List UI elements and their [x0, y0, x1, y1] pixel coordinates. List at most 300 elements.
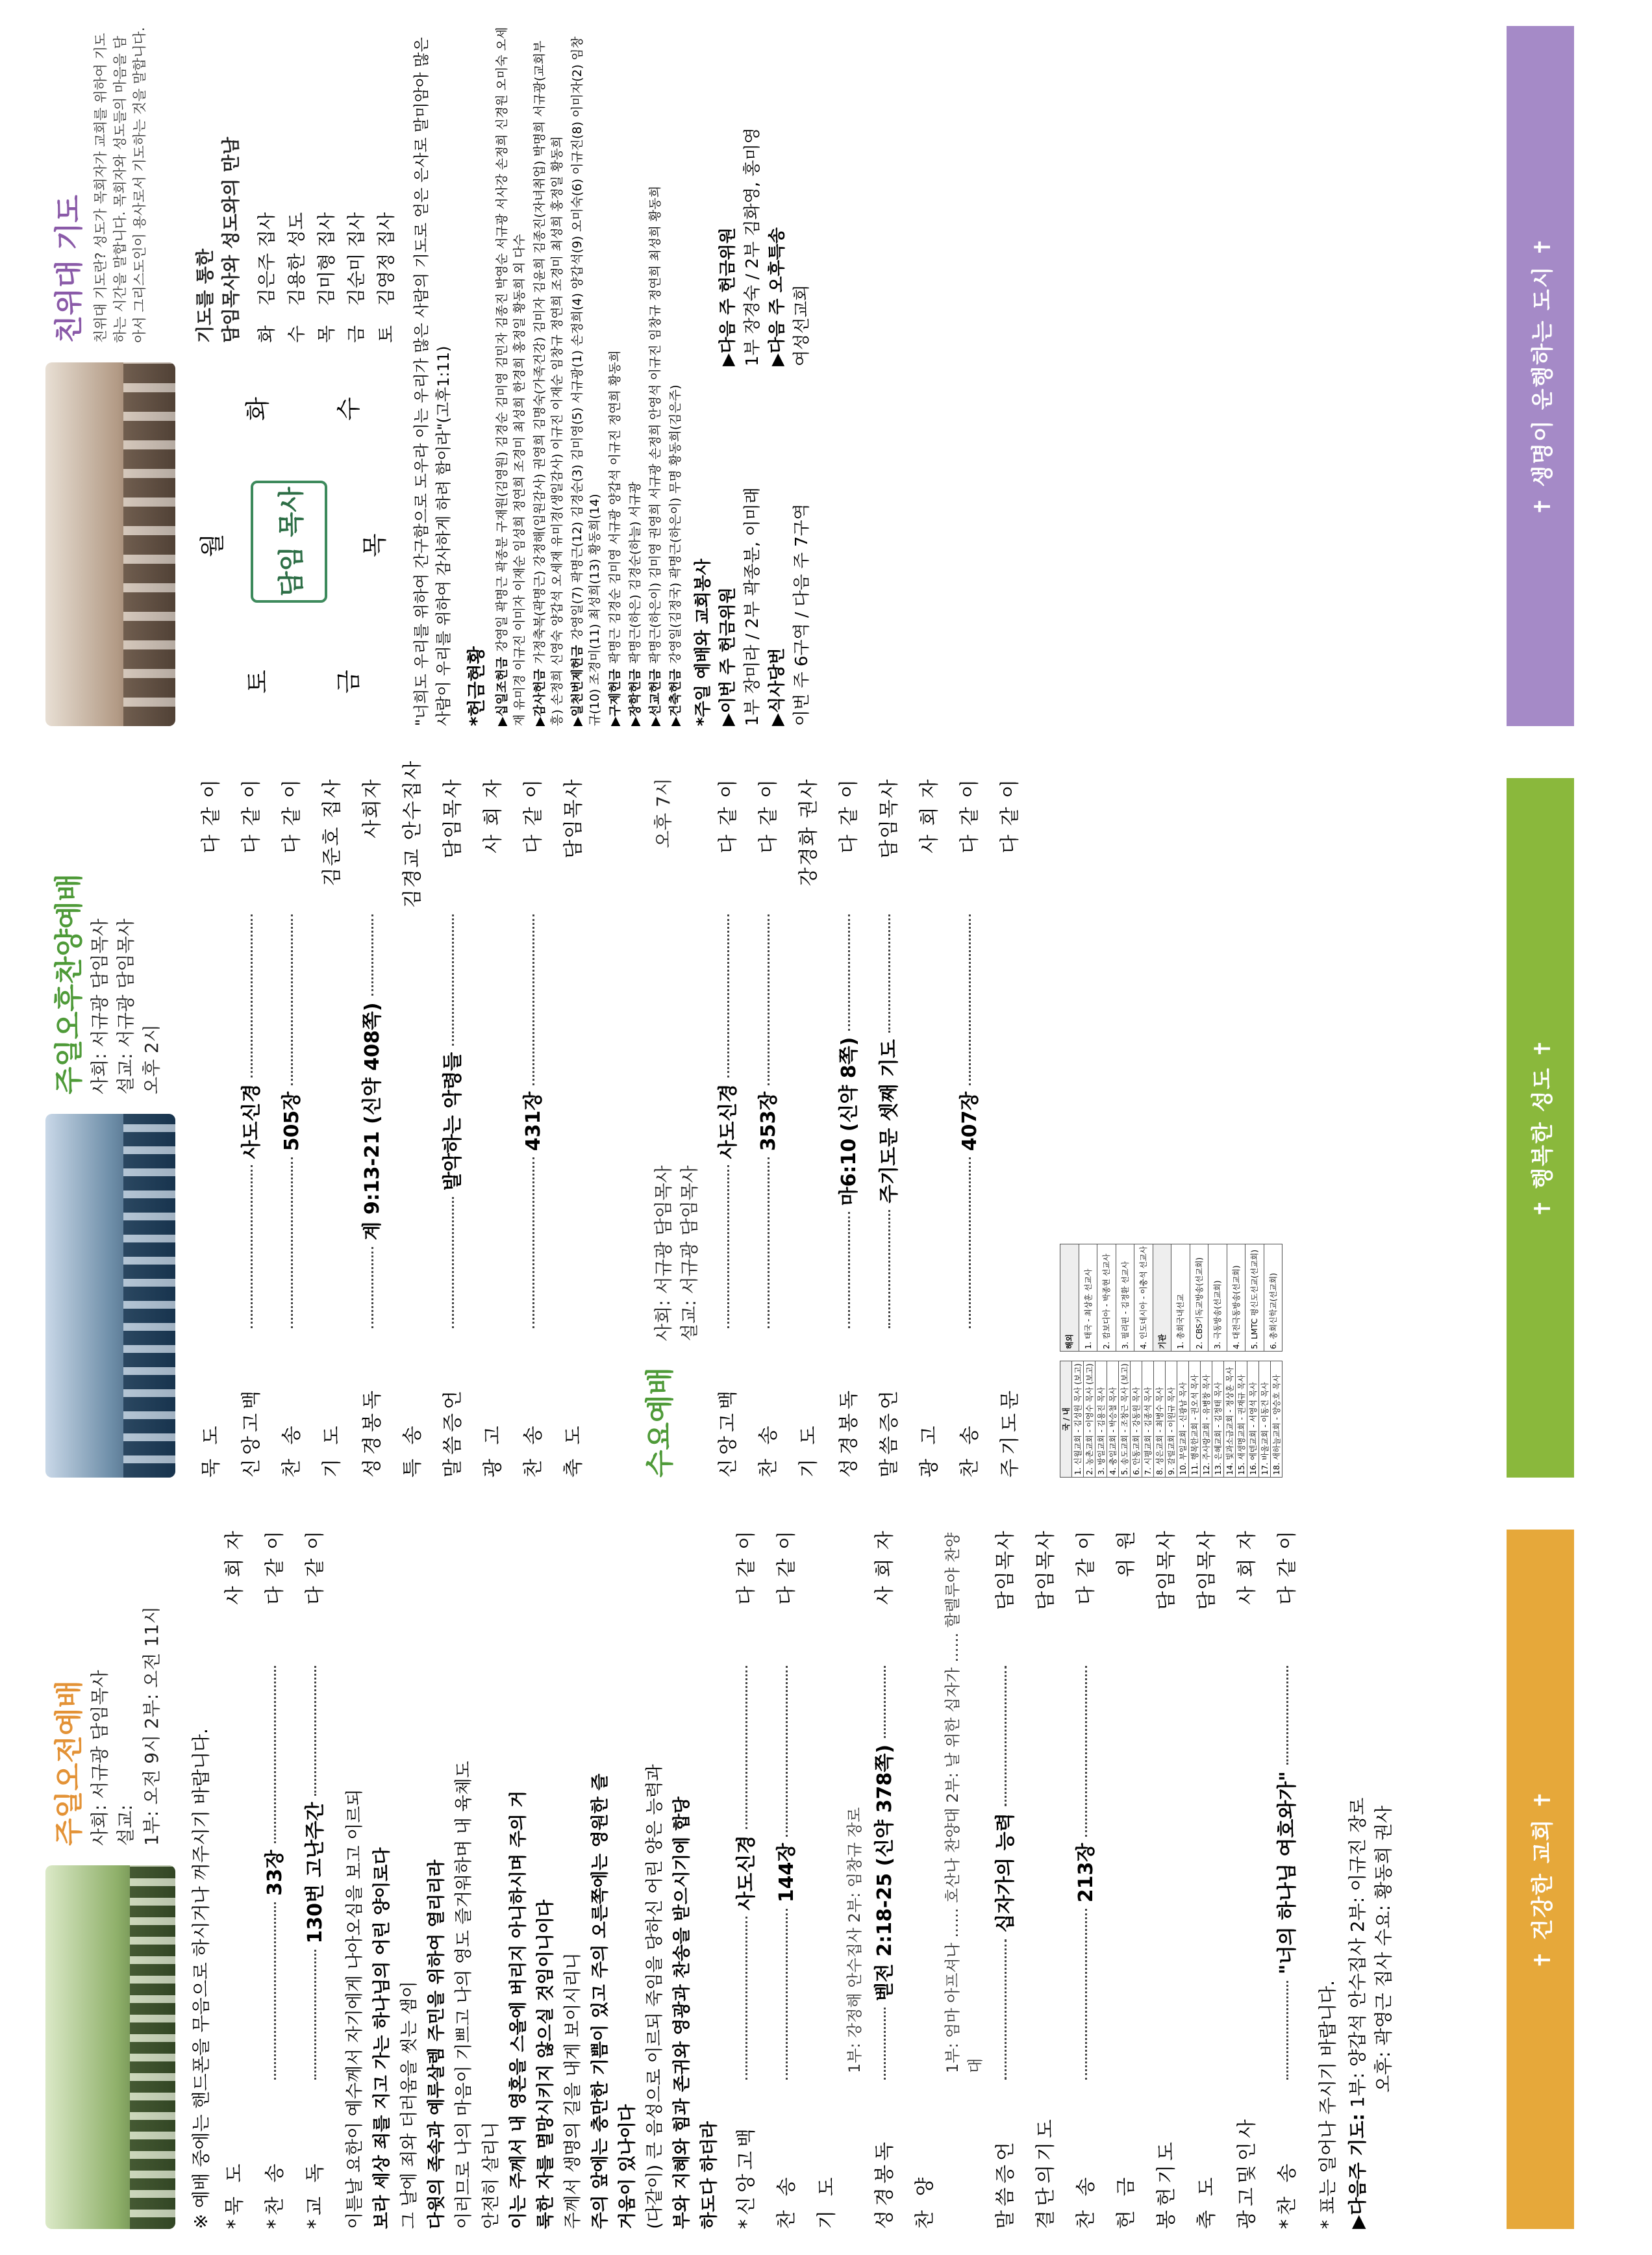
- order-label: *신앙고백: [735, 2124, 758, 2229]
- mission-row: [1154, 1361, 1166, 1478]
- mission-cell: 13. 은혜교회 - 김정태 목사: [1212, 1361, 1224, 1478]
- mission-cell: 7. 시평교회 - 김종석 목사: [1142, 1361, 1154, 1478]
- section-title: 친위대 기도: [53, 195, 86, 343]
- order-content: "너의 하나님 여호와가": [1276, 1771, 1299, 1974]
- worship-photo: [45, 1865, 175, 2229]
- next-prayer-text-2: 오후: 곽영근 집사 수요: 황동희 권사: [1373, 1805, 1394, 2093]
- order-row: [989, 1530, 1029, 2229]
- order-person: 다 같 이: [838, 778, 860, 854]
- dot-leader: [251, 914, 253, 1077]
- mission-row: [1271, 1361, 1283, 1478]
- order-label: *묵 도: [223, 2160, 246, 2229]
- mission-row: [1166, 1361, 1177, 1478]
- mission-row: [1107, 1361, 1119, 1478]
- mission-foreign-label: 해외: [1060, 1244, 1079, 1352]
- offering-list: [494, 26, 684, 726]
- order-leader-dots: [730, 1659, 758, 2086]
- dot-leader: [314, 1950, 316, 2080]
- dot-leader: [848, 1212, 850, 1328]
- panel-prayer: [0, 0, 1652, 752]
- meal-label: ▶식사당번: [768, 648, 787, 726]
- reading-line: 주께서 생명의 길을 내게 보이시리니: [563, 1952, 583, 2229]
- order-row: [1029, 1530, 1070, 2229]
- mission-cell: 14. 빛과소금교회 - 정상훈 목사: [1224, 1361, 1236, 1478]
- order-person: 사 회 자: [1236, 1530, 1258, 1606]
- order-person: 다 같 이: [240, 778, 263, 854]
- order-row: [316, 778, 356, 1478]
- order-row: [1231, 1530, 1271, 2229]
- order-leader-dots: [813, 908, 815, 1335]
- order-row: [953, 778, 994, 1478]
- offering-head: ▶감사헌금: [532, 668, 547, 726]
- this-week-offering-label: ▶이번 주 헌금위원: [718, 587, 738, 726]
- dot-leader: [768, 1157, 770, 1328]
- offering-names: 곽명근 김경순 김미영 서규광 양갑석 이규진 정연희 황동희: [608, 350, 622, 664]
- order-leader-dots: [934, 908, 936, 1335]
- order-leader-dots: [356, 908, 384, 1335]
- offering-item: [607, 26, 624, 726]
- order-row: [1150, 1530, 1190, 2229]
- order-row: [1110, 1530, 1150, 2229]
- dot-leader: [1085, 1666, 1087, 1837]
- order-person: 김경교 안수집사: [401, 759, 424, 908]
- mission-cell: 11. 행복한교회 - 권오석 목사: [1189, 1361, 1201, 1478]
- order-row: [792, 778, 832, 1478]
- pastor-center: 담임 목사: [251, 481, 327, 603]
- mission-row: [1227, 1244, 1245, 1352]
- order-leader-dots: [239, 1659, 241, 2086]
- prayer-name: 김미형 집사: [316, 212, 337, 306]
- mission-cell: 1. 태국 - 최상훈 선교사: [1079, 1244, 1097, 1352]
- day-tue: 화: [244, 397, 272, 421]
- dot-leader: [969, 1157, 971, 1328]
- afternoon-special-label: ▶다음 주 오후특송: [768, 227, 787, 366]
- mission-row: [1264, 1244, 1283, 1352]
- day-thu: 목: [360, 533, 389, 557]
- mission-cell: 4. 대전극동방송(선교회): [1227, 1244, 1245, 1352]
- dot-leader: [291, 914, 293, 1085]
- order-leader-dots: [929, 1659, 931, 2086]
- prayer-day: 토: [375, 325, 397, 343]
- week-title: 기도를 통한: [194, 249, 216, 343]
- order-row: [396, 759, 436, 1478]
- order-row: [299, 1530, 339, 2229]
- mission-row: [1119, 1361, 1131, 1478]
- mission-row: [1208, 1244, 1227, 1352]
- mission-row: [1134, 1244, 1153, 1352]
- order-label: 헌 금: [1115, 2173, 1138, 2229]
- offering-head: ▶십일조헌금: [495, 657, 509, 726]
- mission-row: [1259, 1361, 1271, 1478]
- footer-slogan: ✝ 행복한 성도 ✝: [1529, 1038, 1556, 1218]
- order-list: [218, 1530, 339, 2229]
- wednesday-time: 오후 7시: [653, 778, 674, 848]
- this-week-offering: 1부 장미라 / 2부 곽종분, 이미래: [743, 487, 762, 726]
- order-label: 축 도: [562, 1422, 585, 1478]
- offering-names: 강영일(7) 곽명근(12) 김경순(3) 김미영(5) 서규광(1) 손정희(4) 양갑석(9) 오미숙(6) 이규진(8) 이미자(2) 임창규(10) 조경미(11) 최성희(13) 황동희(14): [570, 36, 602, 726]
- order-person: 담임목사: [878, 778, 901, 859]
- dot-leader: [888, 1210, 890, 1328]
- order-row: [557, 778, 597, 1478]
- order-sub-detail: 1부: 강정해 안수집사 2부: 임창규 장로: [845, 1807, 864, 2073]
- order-label: 말씀증언: [994, 2138, 1017, 2229]
- mission-cell: 10. 부일교회 - 신광남 목사: [1177, 1361, 1189, 1478]
- mission-row: [1131, 1361, 1142, 1478]
- order-content: 144장: [775, 1843, 798, 1903]
- offering-names: 강영일 곽명근 곽종분 구재원(김영원) 김경순 김미영 김민자 김종진 박영순 서규광 서사강 손정희 신경원 오미숙 오세재 유미경 이규진 이미자 이재순 임성희 정연희 조경미 최성희 한경희 홍정일 황동희 외 다수: [495, 27, 527, 726]
- order-list: [712, 778, 1034, 1478]
- mission-cell: 2. 농촌교회 - 이영수 목사 (보고): [1084, 1361, 1095, 1478]
- reading-line: 부와 지혜와 힘과 존귀와 영광과 찬송을 받으시기에 합당: [672, 1796, 692, 2229]
- order-leader-dots: [1211, 1659, 1213, 2086]
- offering-head: ▶장학헌금: [628, 668, 642, 726]
- mission-header: 국 / 내: [1060, 1361, 1072, 1478]
- dot-leader: [371, 914, 373, 996]
- order-row: [730, 1530, 770, 2229]
- order-leader-dots: [770, 1659, 799, 2086]
- order-label: 신앙고백: [240, 1387, 263, 1478]
- mission-cell: 16. 에덴교회 - 서영석 목사: [1247, 1361, 1259, 1478]
- offering-head: ▶일천번제헌금: [570, 645, 584, 726]
- mission-cell: 5. 송도교회 - 조창근 목사 (보고): [1119, 1361, 1131, 1478]
- order-row: [195, 778, 235, 1478]
- prayer-day: 수: [286, 325, 307, 343]
- order-leader-dots: [712, 908, 740, 1335]
- mission-row: [1247, 1361, 1259, 1478]
- order-person: 다 같 이: [735, 1530, 758, 1606]
- order-label: 찬 송: [757, 1422, 780, 1478]
- order-row: [868, 1530, 908, 2229]
- service-duties: [691, 26, 814, 726]
- mission-row: [1190, 1244, 1208, 1352]
- mission-row: [1201, 1361, 1212, 1478]
- prayer-list: [252, 26, 401, 343]
- next-prayer-label: ▶다음주 기도:: [1347, 2113, 1368, 2229]
- mission-table-domestic: [1060, 1361, 1283, 1478]
- order-label: 광 고: [482, 1422, 505, 1478]
- mission-row: [1079, 1244, 1097, 1352]
- order-label: 찬 송: [281, 1422, 303, 1478]
- order-label: 찬 송: [522, 1422, 545, 1478]
- service-time: 오후 2시: [141, 1024, 162, 1094]
- day-fri: 금: [334, 670, 363, 694]
- order-person: 사 회 자: [482, 778, 505, 854]
- prayer-row: [252, 26, 282, 343]
- section-title: 주일오전예배: [53, 1680, 86, 1846]
- mission-cell: 6. 총회신학교(선교회): [1264, 1244, 1283, 1352]
- prayer-day: 목: [316, 325, 337, 343]
- order-content: 431장: [522, 1091, 545, 1152]
- order-row: [994, 778, 1034, 1478]
- reading-line: 이튿날 요한이 예수께서 자기에게 나아오심을 보고 이르되: [345, 1789, 365, 2229]
- mission-row: [1245, 1244, 1264, 1352]
- order-row: [1190, 1530, 1231, 2229]
- footer-band: [1507, 26, 1574, 726]
- offering-head: ▶선교헌금: [648, 668, 662, 726]
- reading-line: 이러므로 나의 마음이 기쁘고 나의 영도 즐거워하며 내 육체도: [454, 1761, 474, 2229]
- order-person: 다 같 이: [775, 1530, 798, 1606]
- next-week-offering: 1부 장경숙 / 2부 김화영, 홍미영: [743, 127, 762, 366]
- mission-orgs-label: 기관: [1153, 1244, 1171, 1352]
- mission-cell: 12. 주사랑교회 - 유병창 목사: [1201, 1361, 1212, 1478]
- order-row: [1070, 1530, 1110, 2229]
- service-time: 1부: 오전 9시 2부: 오전 11시: [141, 1606, 162, 1846]
- order-label: 묵 도: [200, 1422, 223, 1478]
- order-person: 담임목사: [442, 778, 464, 859]
- order-row: [436, 778, 477, 1478]
- order-label: 찬 송: [775, 2173, 798, 2229]
- order-label: *찬 송: [1276, 2160, 1299, 2229]
- order-row: [770, 1530, 810, 2229]
- dot-leader: [969, 914, 971, 1085]
- next-prayer: [1345, 1530, 1397, 2229]
- dot-leader: [786, 1666, 788, 1837]
- mission-row: [1171, 1244, 1190, 1352]
- order-person: 다 같 이: [1276, 1530, 1299, 1606]
- order-content: 사도신경: [717, 1083, 740, 1159]
- choir-photo: [45, 1114, 175, 1478]
- mission-cell: 2. 캄보디아 - 박종현 선교사: [1097, 1244, 1116, 1352]
- preacher-label: 설교: 서규광 담임목사: [115, 918, 136, 1094]
- mission-header-left: 국: [1062, 1423, 1071, 1431]
- order-leader-dots: [275, 908, 304, 1335]
- prayer-name: 김은주 집사: [256, 212, 277, 306]
- section-title: 주일오후찬양예배: [53, 873, 86, 1094]
- order-person: 사 회 자: [918, 778, 941, 854]
- order-label: 성경봉독: [361, 1387, 384, 1478]
- reading-line: 주의 앞에는 충만한 기쁨이 있고 주의 오른쪽에는 영원한 즐: [590, 1773, 610, 2229]
- dot-leader: [848, 914, 850, 1031]
- order-leader-dots: [436, 908, 465, 1335]
- mission-cell: 4. 인도네시아 - 이충석 선교사: [1134, 1244, 1153, 1352]
- reading-line: 이는 주께서 내 영혼을 스올에 버리지 아니하시며 주의 거: [508, 1790, 529, 2229]
- dot-leader: [251, 1165, 253, 1328]
- order-label: 기 도: [816, 2173, 838, 2229]
- order-label: 광고및인사: [1236, 2115, 1258, 2229]
- offering-names: 가정축복(곽명근) 강정해(입원감사) 권영희 김명숙(가족건강) 김미자 김윤희 김종진(자녀취업) 박명희 서규광(교회부흥) 손정희 신영숙 양갑석 오세재 유미경(생일감사) 이규진 이재순 임창규 정연희 조경미 최성희 홍정일 황동희: [532, 40, 564, 726]
- order-person: 강경화 권사: [797, 778, 820, 887]
- order-leader-dots: [989, 1659, 1018, 2086]
- offering-head: ▶건축헌금: [668, 668, 682, 726]
- order-row: [913, 778, 953, 1478]
- mission-row: [1097, 1244, 1116, 1352]
- order-leader-dots: [235, 908, 264, 1335]
- order-row: [275, 778, 316, 1478]
- mission-table-foreign: [1060, 1244, 1283, 1352]
- order-person: 담임목사: [1155, 1530, 1178, 1610]
- mission-row: [1142, 1361, 1154, 1478]
- prayer-row: [371, 26, 401, 343]
- dot-leader: [745, 1917, 747, 2080]
- reading-line: 룩한 자를 멸망시키지 않으실 것임이니이다: [536, 1899, 556, 2229]
- order-list: [730, 1530, 1311, 2229]
- order-leader-dots: [1131, 1659, 1133, 2086]
- dot-leader: [532, 914, 534, 1085]
- order-leader-dots: [1251, 1659, 1253, 2086]
- dot-leader: [727, 914, 729, 1077]
- panel-content: [45, 26, 1496, 726]
- order-row: [356, 778, 396, 1478]
- order-person: 위 원: [1115, 1530, 1138, 1578]
- dot-leader: [727, 1165, 729, 1328]
- order-leader-dots: [1171, 1659, 1173, 2086]
- offering-head: ▶구제헌금: [608, 668, 622, 726]
- mission-cell: 3. 필리핀 - 김정환 선교사: [1116, 1244, 1134, 1352]
- order-leader-dots: [497, 908, 499, 1335]
- panel-sunday-morning: [0, 1504, 1652, 2255]
- order-person: 다 같 이: [522, 778, 545, 854]
- order-leader-dots: [1050, 1659, 1052, 2086]
- order-content: 사도신경: [240, 1083, 263, 1159]
- dot-leader: [884, 2008, 886, 2080]
- dot-leader: [1286, 1981, 1288, 2080]
- duty-title: *주일 예배와 교회봉사: [694, 559, 713, 726]
- dot-leader: [884, 1666, 886, 1738]
- order-label: 결단의기도: [1034, 2115, 1057, 2229]
- day-wed: 수: [334, 397, 363, 421]
- prayer-day: 화: [256, 325, 277, 343]
- prayer-diagram: [192, 362, 387, 726]
- mission-row: [1116, 1244, 1134, 1352]
- mission-cell: 3. 방일교회 - 김용진 목사: [1095, 1361, 1107, 1478]
- mission-header-right: 내: [1062, 1407, 1071, 1415]
- order-content: 130번 고난주간: [304, 1802, 327, 1944]
- order-row: [258, 1530, 299, 2229]
- order-person: 다 같 이: [264, 1530, 286, 1606]
- dot-leader: [768, 914, 770, 1085]
- reading-line: 하도다 하더라: [699, 2121, 720, 2229]
- order-person: 사 회 자: [873, 1530, 896, 1606]
- mission-cell: 4. 충일교회 - 박승철 목사: [1107, 1361, 1119, 1478]
- reading-line: 거움이 있나이다: [618, 2104, 638, 2229]
- mission-row: [1177, 1361, 1189, 1478]
- mission-row: [1095, 1361, 1107, 1478]
- preacher-label: 설교:: [115, 1804, 136, 1846]
- prayer-name: 김순미 집사: [345, 212, 367, 306]
- order-person: 사회자: [361, 778, 384, 838]
- order-leader-dots: [336, 908, 338, 1335]
- dot-leader: [1005, 1666, 1007, 1806]
- mission-row: [1212, 1361, 1224, 1478]
- mission-row: [1224, 1361, 1236, 1478]
- order-label: 기 도: [321, 1422, 344, 1478]
- panel-content: [45, 1530, 1496, 2229]
- footer-band: [1507, 778, 1574, 1478]
- meal-text: 이번 주 6구역 / 다음 주 7구역: [792, 503, 812, 726]
- dot-leader: [745, 1666, 747, 1829]
- order-label: 말씀증언: [878, 1387, 901, 1478]
- dot-leader: [452, 914, 454, 1046]
- order-content: 발악하는 악령들: [442, 1052, 464, 1191]
- order-label: 성경봉독: [873, 2138, 896, 2229]
- reading-line: 안전히 살리니: [481, 2121, 501, 2229]
- reading-line: (다같이) 큰 음성으로 이르되 죽임을 당하신 어린 양은 능력과: [645, 1764, 665, 2229]
- phone-notice: ※ 예배 중에는 핸드폰을 무음으로 하시거나 꺼주시기 바랍니다.: [190, 1728, 212, 2229]
- order-label: 성경봉독: [838, 1387, 860, 1478]
- panel-sunday-afternoon: [0, 752, 1652, 1504]
- order-leader-dots: [578, 908, 580, 1335]
- offering-item: [494, 26, 529, 726]
- dot-leader: [1085, 1909, 1087, 2080]
- next-prayer-text: 1부: 양갑석 안수집사 2부: 이규진 장로: [1347, 1797, 1368, 2108]
- responsive-reading: [342, 1530, 723, 2229]
- order-content: 33장: [264, 1850, 286, 1896]
- order-row: [752, 778, 792, 1478]
- order-row: [1271, 1530, 1311, 2229]
- prayer-name: 김영정 집사: [375, 212, 397, 306]
- dot-leader: [452, 1197, 454, 1328]
- afternoon-special-text: 여성선교회: [792, 284, 812, 366]
- order-content: 213장: [1075, 1843, 1097, 1903]
- order-row: [477, 778, 517, 1478]
- mission-cell: 15. 새생명교회 - 권재규 목사: [1236, 1361, 1247, 1478]
- wednesday-leader: [651, 1165, 703, 1341]
- prayer-day: 금: [345, 325, 367, 343]
- dot-leader: [786, 1909, 788, 2080]
- order-list: [195, 759, 597, 1478]
- mission-row: [1084, 1361, 1095, 1478]
- order-label: 신앙고백: [717, 1387, 740, 1478]
- order-row: [235, 778, 275, 1478]
- order-label: 찬 양: [914, 2173, 936, 2229]
- offering-names: 강영일(김정국) 곽명근(하은이) 무명 황동희(김은주): [668, 384, 682, 664]
- order-content: 353장: [757, 1091, 780, 1152]
- order-label: 주기도문: [999, 1387, 1021, 1478]
- order-row: [517, 778, 557, 1478]
- order-row: [712, 778, 752, 1478]
- mission-cell: 2. CBS기독교방송(선교회): [1190, 1244, 1208, 1352]
- order-row: [218, 1530, 258, 2229]
- order-leader-dots: [517, 908, 545, 1335]
- dot-leader: [1005, 1939, 1007, 2080]
- order-leader-dots: [873, 908, 901, 1335]
- order-leader-dots: [299, 1659, 327, 2086]
- order-content: 계 9:13-21 (신약 408쪽): [361, 1002, 384, 1241]
- order-leader-dots: [831, 1659, 833, 2086]
- mission-cell: 6. 안동교회 - 강동원 목사: [1131, 1361, 1142, 1478]
- order-person: 다 같 이: [717, 778, 740, 854]
- offering-item: [531, 26, 566, 726]
- reading-line: 보라 세상 죄를 지고 가는 하나님의 어린 양이로다: [372, 1847, 392, 2229]
- order-person: 김준호 집사: [321, 778, 344, 887]
- order-content: 십자가의 능력: [994, 1813, 1017, 1933]
- order-label: 말씀증언: [442, 1387, 464, 1478]
- dot-leader: [314, 1666, 316, 1796]
- order-person: 다 같 이: [999, 778, 1021, 854]
- order-leader-dots: [216, 908, 218, 1335]
- order-content: 사도신경: [735, 1835, 758, 1911]
- day-mon: 월: [198, 533, 227, 557]
- order-label: *교 독: [304, 2160, 327, 2229]
- order-leader-dots: [417, 908, 419, 1335]
- prayer-row: [282, 26, 312, 343]
- order-person: 다 같 이: [304, 1530, 327, 1606]
- order-person: 담임목사: [1195, 1530, 1218, 1610]
- mission-cell: 8. 성은교회 - 최병수 목사: [1154, 1361, 1166, 1478]
- stand-note: * 표는 일어나 주시기 바랍니다.: [1317, 1980, 1338, 2229]
- order-person: 사 회 자: [223, 1530, 246, 1606]
- dot-leader: [291, 1157, 293, 1328]
- offering-item: [647, 26, 664, 726]
- offering-names: 곽명근(하은) 김경순(하늘) 서규광: [628, 481, 642, 664]
- order-leader-dots: [953, 908, 982, 1335]
- prayer-row: [342, 26, 371, 343]
- dot-leader: [274, 1902, 276, 2080]
- order-person: 담임목사: [1034, 1530, 1057, 1610]
- reading-line: 다윗의 족속과 예루살렘 주민을 위하여 열리리라: [427, 1859, 447, 2229]
- mission-cell: 18. 새하늘교회 - 양승호 목사: [1271, 1361, 1283, 1478]
- mission-cell: 5. LMTC 평신도선교(선교회): [1245, 1244, 1264, 1352]
